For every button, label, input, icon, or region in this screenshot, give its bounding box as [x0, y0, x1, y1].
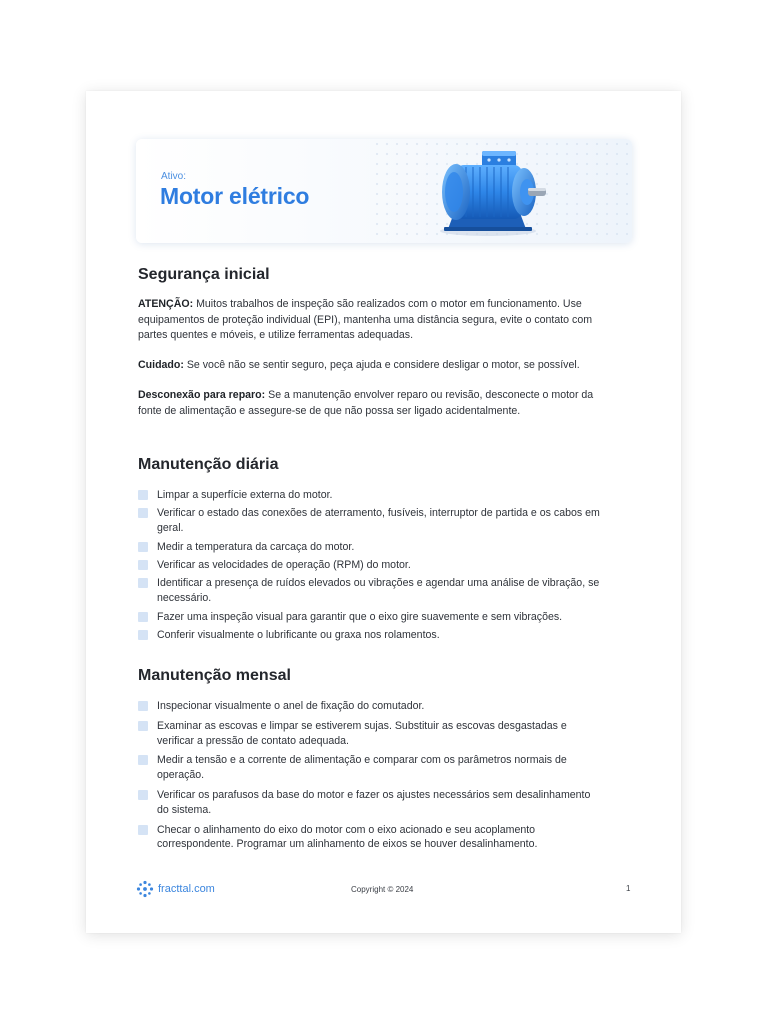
checkbox-icon[interactable] — [138, 508, 148, 518]
list-item: Examinar as escovas e limpar se estiverem sujas. Substituir as escovas desgastadas e verificar a pressão de contato adequada. — [138, 719, 598, 749]
list-item: Checar o alinhamento do eixo do motor com o eixo acionado e seu acoplamento correspondente. Programar um alinhamento de eixos se houver desalinhamento. — [138, 823, 598, 853]
logo-text: fracttal.com — [158, 883, 215, 895]
attention-label: ATENÇÃO: — [138, 298, 194, 310]
list-item: Verificar os parafusos da base do motor e fazer os ajustes necessários sem desalinhamento do sistema. — [138, 788, 598, 818]
section-title-safety: Segurança inicial — [138, 266, 270, 283]
footer-logo[interactable] — [136, 880, 215, 898]
checkbox-icon[interactable] — [138, 790, 148, 800]
checkbox-icon[interactable] — [138, 701, 148, 711]
list-item: Identificar a presença de ruídos elevados ou vibrações e agendar uma análise de vibração, se necessário. — [138, 576, 608, 606]
attention-paragraph — [138, 297, 618, 344]
list-item: Medir a tensão e a corrente de alimentação e comparar com os parâmetros normais de operação. — [138, 753, 598, 783]
checkbox-icon[interactable] — [138, 630, 148, 640]
copyright-text: Copyright © 2024 — [351, 885, 414, 894]
disconnect-text: Se a manutenção envolver reparo ou revisão, desconecte o motor da fonte de alimentação e assegure-se de que não possa ser ligado acidentalmente. — [138, 389, 594, 417]
checkbox-icon[interactable] — [138, 490, 148, 500]
checkbox-icon[interactable] — [138, 578, 148, 588]
page-number: 1 — [626, 884, 631, 893]
caution-text: Se você não se sentir seguro, peça ajuda e considere desligar o motor, se possível. — [183, 359, 580, 371]
section-title-monthly: Manutenção mensal — [138, 667, 291, 684]
checkbox-icon[interactable] — [138, 825, 148, 835]
asset-header-card — [136, 139, 632, 243]
checkbox-icon[interactable] — [138, 612, 148, 622]
section-title-daily: Manutenção diária — [138, 456, 279, 473]
attention-text: Muitos trabalhos de inspeção são realizados com o motor em funcionamento. Use equipamentos de proteção individual (EPI), mantenha uma distância segura, evite o contato com partes quentes e móveis, e utilize ferramentas adequadas. — [138, 298, 593, 341]
monthly-checklist — [138, 699, 598, 852]
checkbox-icon[interactable] — [138, 755, 148, 765]
list-item: Fazer uma inspeção visual para garantir que o eixo gire suavemente e sem vibrações. — [138, 610, 608, 625]
disconnect-label: Desconexão para reparo: — [138, 389, 266, 401]
asset-title: Motor elétrico — [160, 183, 310, 209]
electric-motor-icon — [426, 143, 556, 239]
checkbox-icon[interactable] — [138, 560, 148, 570]
list-item: Limpar a superfície externa do motor. — [138, 488, 608, 503]
document-page — [86, 91, 681, 933]
disconnect-paragraph — [138, 388, 618, 419]
list-item: Verificar o estado das conexões de aterramento, fusíveis, interruptor de partida e os cabos em geral. — [138, 506, 608, 536]
list-item: Medir a temperatura da carcaça do motor. — [138, 540, 608, 555]
fracttal-logo-icon — [136, 880, 154, 898]
caution-paragraph — [138, 358, 618, 374]
checkbox-icon[interactable] — [138, 542, 148, 552]
list-item: Inspecionar visualmente o anel de fixação do comutador. — [138, 699, 598, 714]
caution-label: Cuidado: — [138, 359, 184, 371]
list-item: Verificar as velocidades de operação (RPM) do motor. — [138, 558, 608, 573]
checkbox-icon[interactable] — [138, 721, 148, 731]
list-item: Conferir visualmente o lubrificante ou graxa nos rolamentos. — [138, 628, 608, 643]
daily-checklist — [138, 488, 608, 643]
asset-label: Ativo: — [161, 171, 187, 182]
